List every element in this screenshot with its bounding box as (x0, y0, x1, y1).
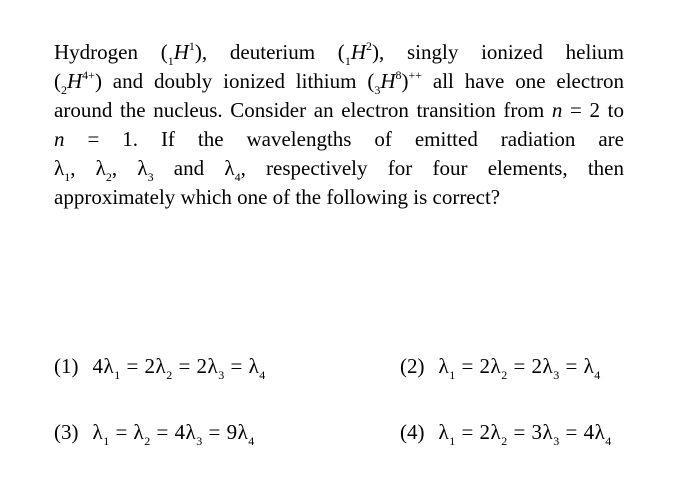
lambda-subscript: 3 (147, 170, 154, 185)
text-segment: ), deuterium ( (194, 40, 345, 64)
answer-option-3[interactable] (54, 418, 255, 449)
helium-atomic-number: 2 (61, 83, 67, 98)
text-segment: , respectively for four elements, then (240, 156, 625, 180)
text-segment: ( (54, 69, 61, 93)
hydrogen-symbol: H (173, 40, 189, 64)
text-segment: around the nucleus. Consider an electron transition from (54, 98, 552, 122)
lambda-symbol: λ (54, 156, 65, 180)
text-segment: = 1. If the wavelengths of emitted radiation are (64, 127, 624, 151)
eq-term: = λ (109, 420, 145, 444)
deuterium-atomic-number: 1 (344, 54, 351, 69)
eq-subscript: 2 (501, 368, 508, 383)
helium-symbol: H (67, 69, 83, 93)
helium-mass-number: 4+ (82, 68, 95, 82)
eq-subscript: 4 (248, 434, 255, 449)
eq-subscript: 1 (114, 368, 121, 383)
eq-term: = λ (224, 354, 260, 378)
quantum-number-n: n (551, 98, 563, 122)
text-segment: ) (401, 69, 409, 93)
option-equation (92, 354, 266, 383)
lambda-subscript: 1 (64, 170, 71, 185)
eq-term: = 3λ (507, 420, 554, 444)
eq-subscript: 3 (218, 368, 225, 383)
eq-subscript: 4 (605, 434, 612, 449)
answer-option-2[interactable] (400, 352, 601, 383)
eq-subscript: 3 (553, 368, 560, 383)
lithium-atomic-number: 3 (374, 83, 381, 98)
eq-term: λ (438, 354, 450, 378)
question-line-3 (54, 96, 624, 125)
eq-term: = 4λ (150, 420, 197, 444)
eq-subscript: 3 (553, 434, 560, 449)
eq-term: = λ (559, 354, 595, 378)
text-segment: ) and doubly ionized lithium ( (94, 69, 375, 93)
hydrogen-mass-number: 1 (188, 39, 195, 53)
question-line-6 (54, 183, 624, 212)
eq-term: = 4λ (559, 420, 606, 444)
eq-term: = 2λ (507, 354, 554, 378)
eq-subscript: 4 (259, 368, 266, 383)
eq-subscript: 2 (166, 368, 173, 383)
text-segment: = 2 to (562, 98, 624, 122)
question-line-4 (54, 125, 624, 154)
deuterium-mass-number: 2 (365, 39, 372, 53)
question-line-2 (54, 67, 624, 96)
text-segment: ), singly ionized helium (371, 40, 624, 64)
lithium-mass-number: 8 (395, 68, 402, 82)
option-number: (4) (400, 420, 425, 444)
eq-subscript: 1 (103, 434, 110, 449)
eq-term: = 2λ (172, 354, 219, 378)
option-equation (92, 420, 255, 449)
answer-option-4[interactable] (400, 418, 612, 449)
eq-term: = 2λ (120, 354, 167, 378)
lithium-charge: ++ (408, 68, 423, 82)
eq-term: = 2λ (455, 354, 502, 378)
eq-term: λ (438, 420, 450, 444)
question-line-1 (54, 38, 624, 67)
option-equation (438, 420, 612, 449)
eq-subscript: 2 (144, 434, 151, 449)
eq-subscript: 1 (449, 434, 456, 449)
hydrogen-atomic-number: 1 (167, 54, 174, 69)
eq-term: λ (92, 420, 104, 444)
eq-subscript: 1 (449, 368, 456, 383)
answer-option-1[interactable] (54, 352, 266, 383)
text-segment: , λ (70, 156, 106, 180)
option-number: (2) (400, 354, 425, 378)
text-segment: , λ (111, 156, 148, 180)
eq-subscript: 2 (501, 434, 508, 449)
deuterium-symbol: H (350, 40, 366, 64)
text-segment: all have one electron (422, 69, 625, 93)
option-number: (1) (54, 354, 79, 378)
text-segment: and λ (153, 156, 235, 180)
text-segment: approximately which one of the following is correct? (54, 185, 501, 209)
option-equation (438, 354, 601, 383)
eq-subscript: 4 (594, 368, 601, 383)
lambda-subscript: 2 (105, 170, 112, 185)
lambda-subscript: 4 (234, 170, 241, 185)
quantum-number-n: n (54, 127, 65, 151)
lithium-symbol: H (380, 69, 396, 93)
question-text (54, 38, 624, 212)
eq-term: = 9λ (202, 420, 249, 444)
text-segment: Hydrogen ( (54, 40, 168, 64)
option-number: (3) (54, 420, 79, 444)
eq-term: 4λ (92, 354, 115, 378)
eq-term: = 2λ (455, 420, 502, 444)
question-line-5 (54, 154, 624, 183)
eq-subscript: 3 (196, 434, 203, 449)
